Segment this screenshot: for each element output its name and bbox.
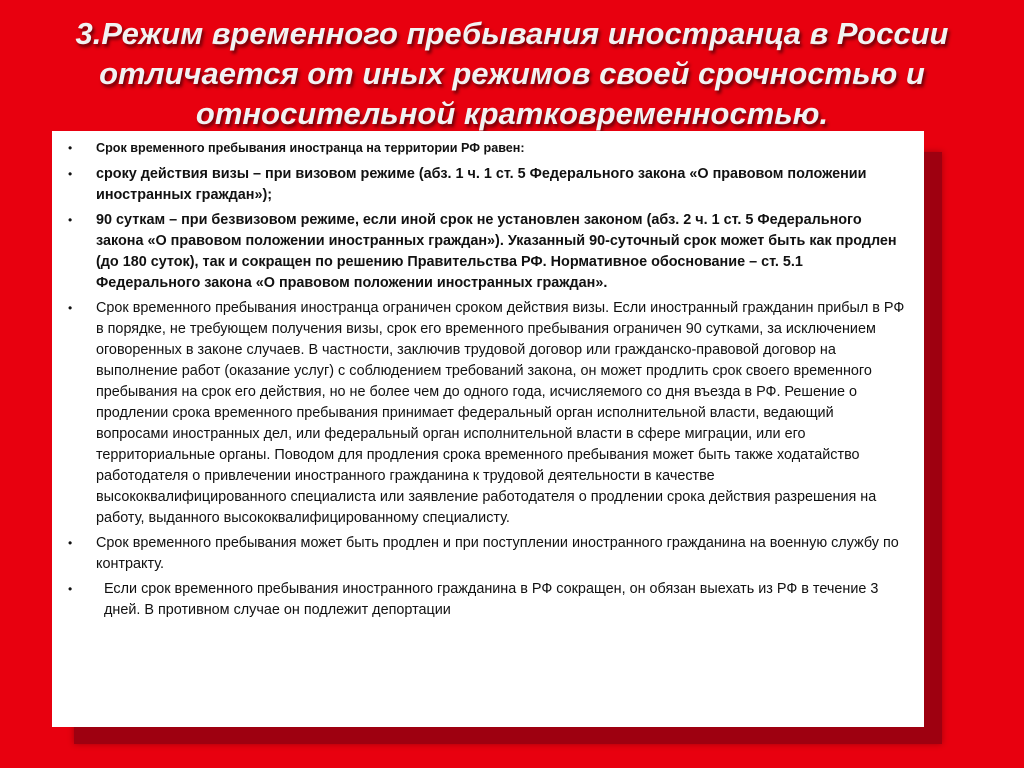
bullet-icon: • — [68, 582, 73, 596]
slide-title: 3.Режим временного пребывания иностранца в России отличается от иных режимов своей срочностью и относительной кратковременностью. — [75, 16, 949, 131]
bullet-text: Срок временного пребывания может быть продлен и при поступлении иностранного гражданина на военную службу по контракту. — [96, 535, 899, 572]
bullet-icon: • — [68, 141, 73, 155]
bullet-text: Срок временного пребывания иностранца ограничен сроком действия визы. Если иностранный гражданин прибыл в РФ в порядке, не требующем получения визы, срок его временного пребывания ограничен 90 сутками, за исключением оговоренных в законе случаев. В частности, заключив трудовой договор или гражданско-правовой договор на выполнение работ (оказание услуг) с соблюдением требований закона, он может продлить срок своего временного пребывания на срок его действия, но не более чем до одного года, исчисляемого со дня въезда в РФ. Решение о продлении срока временного пребывания принимает федеральный орган исполнительной власти, ведающий вопросами иностранных дел, или федеральный орган исполнительной власти в сфере миграции, или его территориальные органы. Поводом для продления срока временного пребывания может быть также ходатайство работодателя о привлечении иностранного гражданина к трудовой деятельности в качестве высококвалифицированного специалиста или заявление работодателя о продлении срока действия разрешения на работу, выданного высококвалифицированному специалисту. — [96, 300, 905, 526]
bullet-item — [68, 533, 908, 575]
bullet-text: сроку действия визы – при визовом режиме (абз. 1 ч. 1 ст. 5 Федерального закона «О правовом положении иностранных граждан»); — [96, 166, 867, 203]
bullet-item — [68, 579, 908, 621]
bullet-icon: • — [68, 213, 73, 227]
bullet-item — [68, 164, 908, 206]
bullet-text: Если срок временного пребывания иностранного гражданина в РФ сокращен, он обязан выехать из РФ в течение 3 дней. В противном случае он подлежит депортации — [104, 581, 879, 618]
bullet-item — [68, 139, 908, 158]
bullet-item — [68, 210, 908, 294]
content-panel — [52, 131, 924, 727]
bullet-list — [68, 139, 908, 621]
bullet-icon: • — [68, 536, 73, 550]
bullet-icon: • — [68, 167, 73, 181]
bullet-text: Срок временного пребывания иностранца на территории РФ равен: — [96, 141, 525, 155]
bullet-icon: • — [68, 301, 73, 315]
bullet-item — [68, 298, 908, 529]
bullet-text: 90 суткам – при безвизовом режиме, если иной срок не установлен законом (абз. 2 ч. 1 ст. 5 Федерального закона «О правовом положении иностранных граждан»). Указанный 90-суточный срок может быть как продлен (до 180 суток), так и сокращен по решению Правительства РФ. Нормативное обоснование – ст. 5.1 Федерального закона «О правовом положении иностранных граждан». — [96, 212, 897, 291]
